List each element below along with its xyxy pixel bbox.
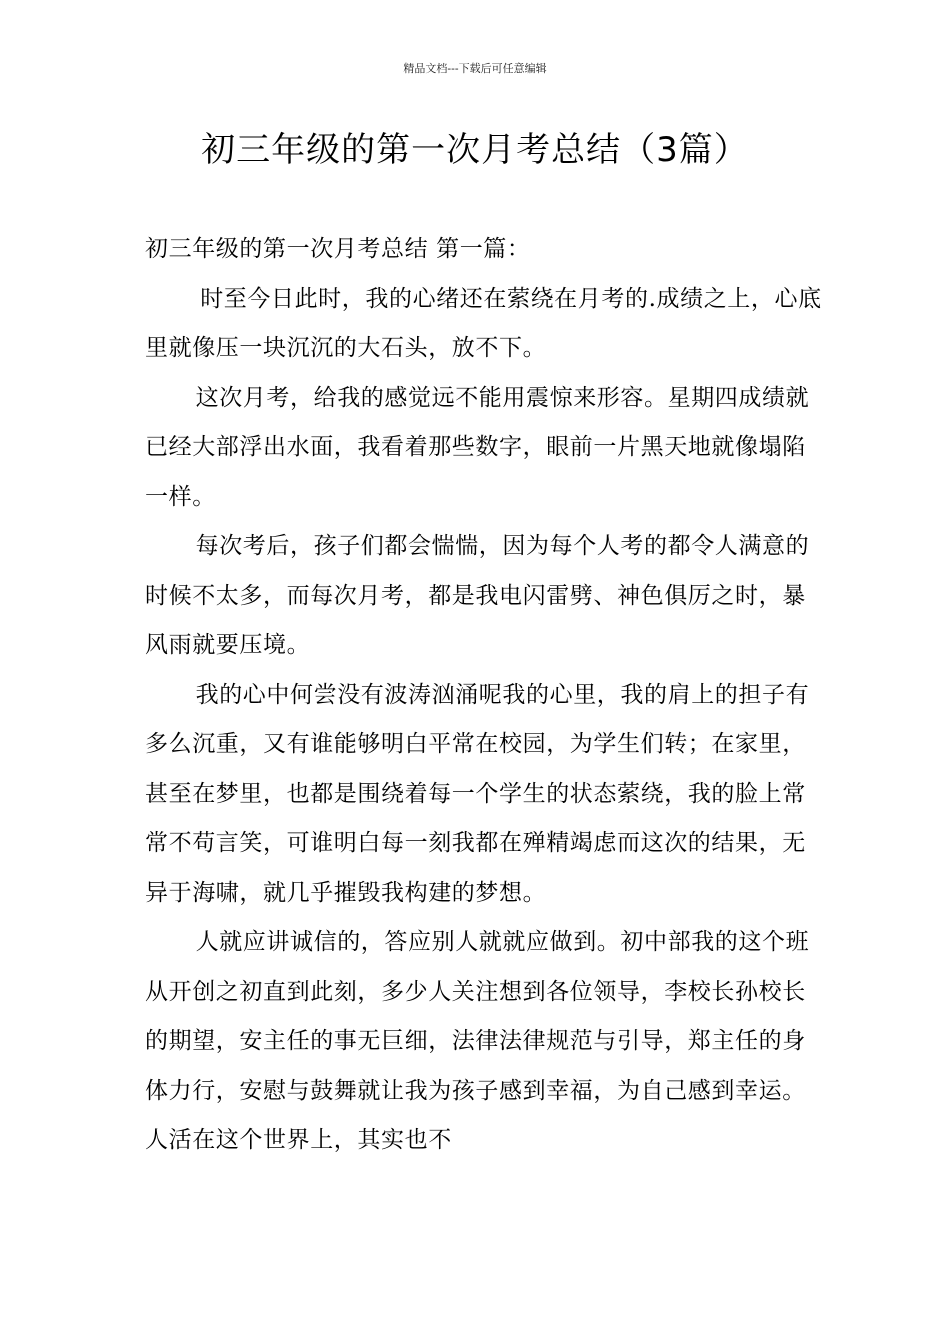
paragraph-5: 人就应讲诚信的，答应别人就就应做到。初中部我的这个班从开创之初直到此刻，多少人关注想到各位领导，李校长孙校长的期望，安主任的事无巨细，法律法律规范与引导，郑主任的身体力行，安慰与鼓舞就让我为孩子感到幸福，为自己感到幸运。人活在这个世界上，其实也不 [145, 929, 810, 1153]
paragraph-4: 我的心中何尝没有波涛汹涌呢我的心里，我的肩上的担子有多么沉重，又有谁能够明白平常在校园，为学生们转；在家里，甚至在梦里，也都是围绕着每一个学生的状态萦绕，我的脸上常常不苟言笑，可谁明白每一刻我都在殚精竭虑而这次的结果，无异于海啸，就几乎摧毁我构建的梦想。 [145, 681, 810, 906]
document-body [145, 225, 825, 1166]
paragraph-2: 这次月考，给我的感觉远不能用震惊来形容。星期四成绩就已经大部浮出水面，我看着那些数字，眼前一片黑天地就像塌陷一样。 [145, 384, 810, 510]
document-title: 初三年级的第一次月考总结（3篇） [201, 130, 749, 170]
paragraph-1: 时至今日此时，我的心绪还在萦绕在月考的.成绩之上，心底里就像压一块沉沉的大石头，放不下。 [145, 285, 822, 361]
section-heading: 初三年级的第一次月考总结 第一篇： [145, 236, 531, 262]
header-note: 精品文档---下载后可任意编辑 [403, 62, 547, 75]
paragraph-3: 每次考后，孩子们都会惴惴，因为每个人考的都令人满意的时候不太多，而每次月考，都是我电闪雷劈、神色俱厉之时，暴风雨就要压境。 [145, 533, 810, 658]
